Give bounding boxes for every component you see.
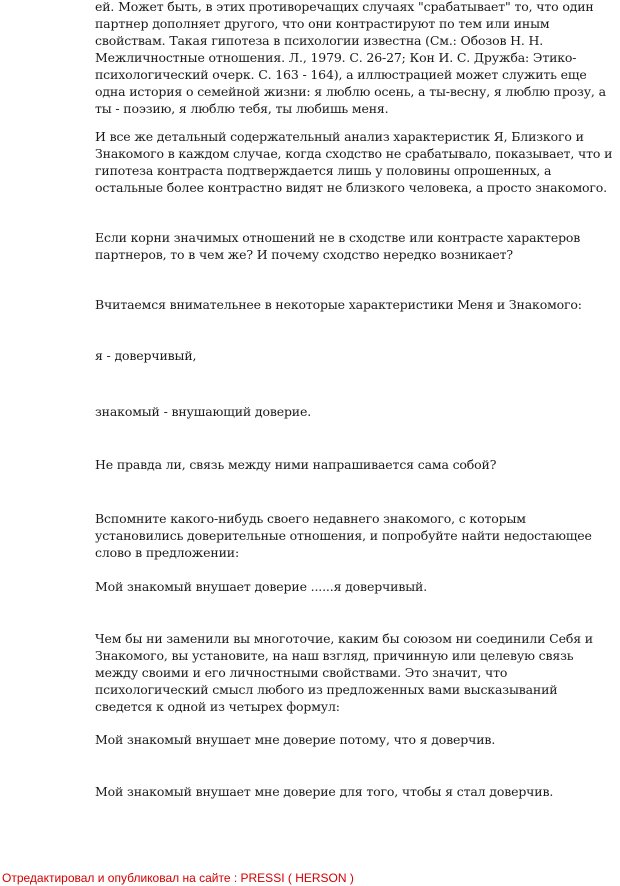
paragraph-missing-word: Мой знакомый внушает доверие ......я доверчивый. xyxy=(95,579,428,594)
publisher-footer: Отредактировал и опубликовал на сайте : PRESSI ( HERSON ) xyxy=(2,871,354,885)
paragraph-contrast-analysis: И все же детальный содержательный анализ характеристик Я, Близкого и Знакомого в каждом случае, когда сходство не срабатывало, показывает, что и гипотеза контраста подтверждается лишь у половины опрошенных, а остальные более контрастно видят не близкого человека, а просто знакомого. xyxy=(95,129,613,195)
paragraph-connection-question: Не правда ли, связь между ними напрашивается сама собой? xyxy=(95,457,497,472)
paragraph-roots-question: Если корни значимых отношений не в сходстве или контрасте характеров партнеров, то в чем же? И почему сходство нередко возникает? xyxy=(95,230,581,262)
paragraph-formula-in-order: Мой знакомый внушает мне доверие для того, чтобы я стал доверчив. xyxy=(95,784,554,799)
paragraph-i-trusting: я - доверчивый, xyxy=(95,348,197,363)
paragraph-complement-hypothesis: ей. Может быть, в этих противоречащих случаях "срабатывает" то, что один партнер дополняет другого, что они контрастируют по тем или иным свойствам. Такая гипотеза в психологии известна (См.: Обозов Н. Н. Межличностные отношения. Л., 1979. С. 26-27; Кон И. С. Дружба: Этико-психологический очерк. С. 163 - 164), а иллюстрацией может служить еще одна история о семейной жизни: я люблю осень, а ты-весну, я люблю прозу, а ты - поэзию, я люблю тебя, ты любишь меня. xyxy=(95,0,606,116)
paragraph-acquaintance-trust: знакомый - внушающий доверие. xyxy=(95,404,312,419)
paragraph-four-formulas: Чем бы ни заменили вы многоточие, каким бы союзом ни соединили Себя и Знакомого, вы установите, на наш взгляд, причинную или целевую связь между своими и его личностными свойствами. Это значит, что психологический смысл любого из предложенных вами высказываний сведется к одной из четырех формул: xyxy=(95,631,593,714)
paragraph-recall-acquaintance: Вспомните какого-нибудь своего недавнего знакомого, с которым установились доверительные отношения, и попробуйте найти недостающее слово в предложении: xyxy=(95,511,592,560)
paragraph-read-characteristics: Вчитаемся внимательнее в некоторые характеристики Меня и Знакомого: xyxy=(95,297,582,312)
paragraph-formula-because: Мой знакомый внушает мне доверие потому, что я доверчив. xyxy=(95,732,496,747)
